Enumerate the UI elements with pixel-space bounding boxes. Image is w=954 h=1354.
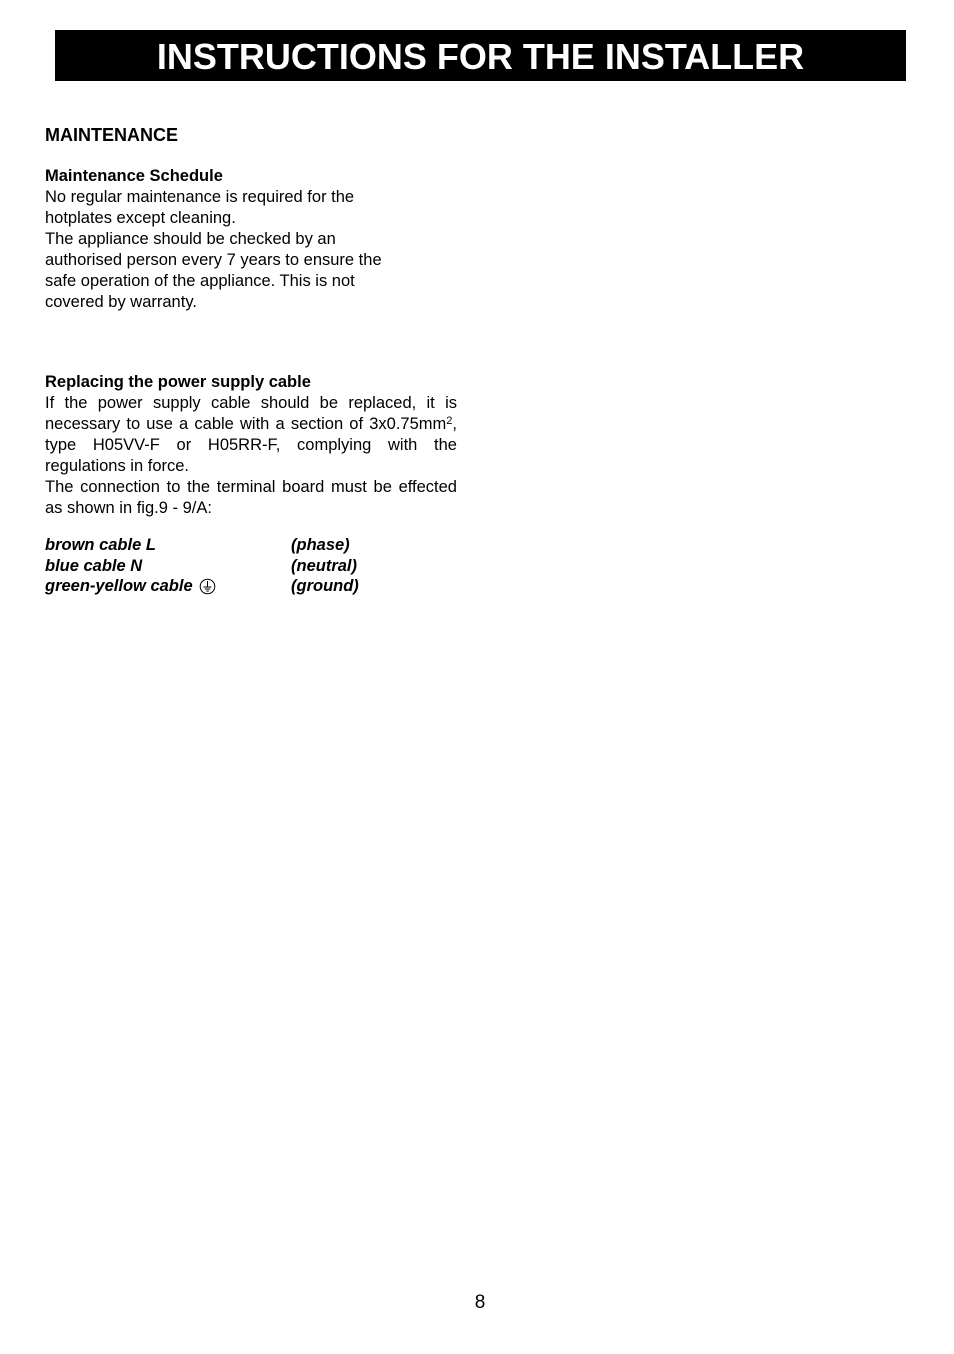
paragraph-line: hotplates except cleaning.: [45, 209, 236, 227]
maintenance-schedule-block: [45, 166, 457, 313]
subsection-title: Maintenance Schedule: [45, 167, 223, 185]
cable-name-with-icon: [45, 576, 291, 601]
cable-table: [45, 535, 359, 601]
cable-text-part: If the power supply cable should be replaced, it is necessary to use a cable with a section of 3x0.75mm: [45, 394, 457, 433]
cable-replacement-block: [45, 372, 457, 519]
paragraph-line: safe operation of the appliance. This is not: [45, 272, 355, 290]
ground-icon: [199, 578, 216, 601]
paragraph-line: No regular maintenance is required for the: [45, 188, 355, 206]
cable-text-part: , type H05VV-F or H05RR-F, complying with the regulations in force.: [45, 415, 457, 475]
superscript: 2: [446, 415, 453, 427]
cable-name: blue cable N: [45, 556, 143, 575]
cable-paragraph: [45, 393, 457, 477]
cable-name: green-yellow cable: [45, 577, 193, 595]
subsection-title: Replacing the power supply cable: [45, 373, 311, 391]
cable-role: (ground): [291, 577, 359, 595]
cable-row: [45, 576, 359, 601]
section-heading: MAINTENANCE: [45, 125, 178, 145]
cable-role: (neutral): [291, 556, 357, 575]
header-bar: [55, 30, 906, 81]
cable-row: [45, 535, 359, 556]
page-title: INSTRUCTIONS FOR THE INSTALLER: [156, 35, 805, 77]
paragraph-line: The appliance should be checked by an: [45, 230, 336, 248]
connection-paragraph: The connection to the terminal board must be effected as shown in fig.9 - 9/A:: [45, 478, 457, 517]
cable-role: (phase): [291, 536, 350, 554]
cable-name: brown cable L: [45, 536, 156, 554]
paragraph-line: covered by warranty.: [45, 293, 197, 311]
page-number: 8: [474, 1292, 486, 1313]
paragraph-line: authorised person every 7 years to ensure the: [45, 251, 382, 269]
cable-row: [45, 556, 359, 577]
